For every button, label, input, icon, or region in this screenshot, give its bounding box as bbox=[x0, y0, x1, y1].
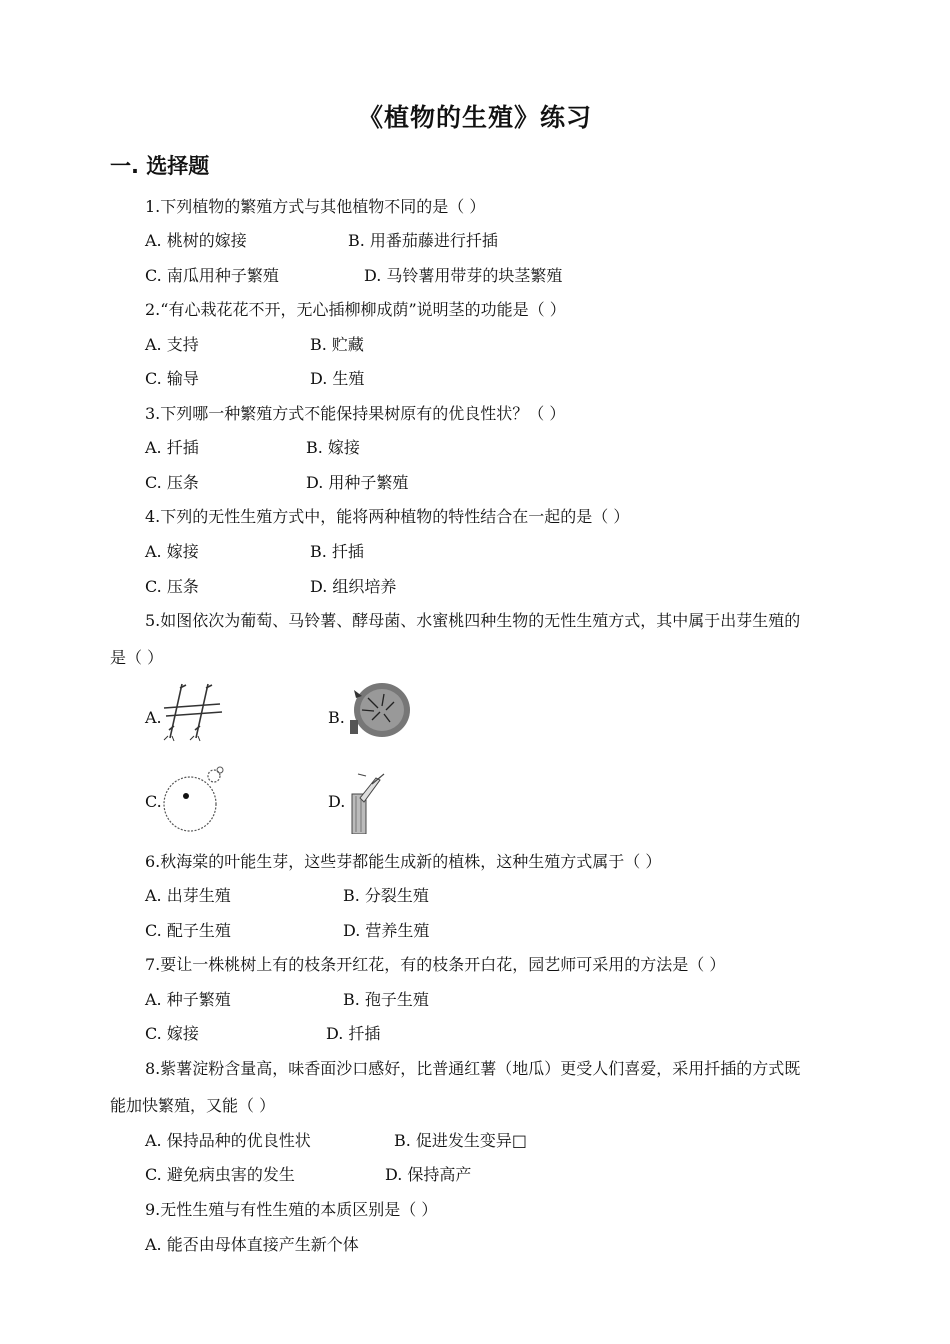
yeast-budding-figure bbox=[160, 766, 230, 834]
question-3-option-b[interactable]: B. 嫁接 bbox=[306, 438, 360, 457]
question-3-option-d[interactable]: D. 用种子繁殖 bbox=[306, 473, 409, 492]
question-8-stem-line-2: 能加快繁殖，又能（ ） bbox=[110, 1096, 276, 1115]
question-2-option-a[interactable]: A. 支持 bbox=[145, 335, 199, 354]
question-7-stem: 7.要让一株桃树上有的枝条开红花，有的枝条开白花，园艺师可采用的方法是（ ） bbox=[145, 955, 726, 974]
question-5-option-d[interactable]: D. bbox=[328, 792, 346, 811]
question-8-stem-line-1: 8.紫薯淀粉含量高，味香面沙口感好，比普通红薯（地瓜）更受人们喜爱，采用扦插的方式既 bbox=[145, 1059, 801, 1078]
question-5-stem-line-2: 是（ ） bbox=[110, 648, 164, 667]
question-5-stem-line-1: 5.如图依次为葡萄、马铃薯、酵母菌、水蜜桃四种生物的无性生殖方式，其中属于出芽生殖的 bbox=[145, 611, 801, 630]
question-3-option-c[interactable]: C. 压条 bbox=[145, 473, 199, 492]
question-1-option-c[interactable]: C. 南瓜用种子繁殖 bbox=[145, 266, 279, 285]
question-7-option-a[interactable]: A. 种子繁殖 bbox=[145, 990, 231, 1009]
question-2-option-c[interactable]: C. 输导 bbox=[145, 369, 199, 388]
question-4-option-b[interactable]: B. 扦插 bbox=[310, 542, 364, 561]
question-6-stem: 6.秋海棠的叶能生芽，这些芽都能生成新的植株，这种生殖方式属于（ ） bbox=[145, 852, 662, 871]
question-4-option-a[interactable]: A. 嫁接 bbox=[145, 542, 199, 561]
question-4-stem: 4.下列的无性生殖方式中，能将两种植物的特性结合在一起的是（ ） bbox=[145, 507, 630, 526]
question-9-stem: 9.无性生殖与有性生殖的本质区别是（ ） bbox=[145, 1200, 438, 1219]
question-8-option-a[interactable]: A. 保持品种的优良性状 bbox=[145, 1131, 311, 1150]
question-1-option-a[interactable]: A. 桃树的嫁接 bbox=[145, 231, 247, 250]
question-8-option-d[interactable]: D. 保持高产 bbox=[385, 1165, 472, 1184]
question-4-option-c[interactable]: C. 压条 bbox=[145, 577, 199, 596]
question-1-option-d[interactable]: D. 马铃薯用带芽的块茎繁殖 bbox=[364, 266, 563, 285]
question-5-option-b[interactable]: B. bbox=[328, 708, 345, 727]
page-title: 《植物的生殖》练习 bbox=[357, 103, 592, 132]
peach-grafting-figure bbox=[346, 772, 388, 834]
question-8-option-b[interactable]: B. 促进发生变异□ bbox=[394, 1131, 528, 1150]
potato-tuber-figure bbox=[348, 680, 412, 740]
question-2-stem: 2.“有心栽花花不开，无心插柳柳成荫”说明茎的功能是（ ） bbox=[145, 300, 566, 319]
question-7-option-d[interactable]: D. 扦插 bbox=[326, 1024, 381, 1043]
question-1-stem: 1.下列植物的繁殖方式与其他植物不同的是（ ） bbox=[145, 197, 486, 216]
question-8-option-c[interactable]: C. 避免病虫害的发生 bbox=[145, 1165, 295, 1184]
question-3-option-a[interactable]: A. 扦插 bbox=[145, 438, 199, 457]
section-heading: 一. 选择题 bbox=[110, 154, 210, 178]
question-2-option-b[interactable]: B. 贮藏 bbox=[310, 335, 364, 354]
question-5-option-c[interactable]: C. bbox=[145, 792, 162, 811]
question-6-option-d[interactable]: D. 营养生殖 bbox=[343, 921, 430, 940]
question-6-option-a[interactable]: A. 出芽生殖 bbox=[145, 886, 231, 905]
grape-cutting-figure bbox=[160, 680, 232, 742]
question-6-option-b[interactable]: B. 分裂生殖 bbox=[343, 886, 429, 905]
question-5-option-a[interactable]: A. bbox=[145, 708, 162, 727]
question-3-stem: 3.下列哪一种繁殖方式不能保持果树原有的优良性状？（ ） bbox=[145, 404, 566, 423]
question-7-option-c[interactable]: C. 嫁接 bbox=[145, 1024, 199, 1043]
question-4-option-d[interactable]: D. 组织培养 bbox=[310, 577, 397, 596]
question-7-option-b[interactable]: B. 孢子生殖 bbox=[343, 990, 429, 1009]
question-9-option-a[interactable]: A. 能否由母体直接产生新个体 bbox=[145, 1235, 359, 1254]
question-6-option-c[interactable]: C. 配子生殖 bbox=[145, 921, 231, 940]
question-2-option-d[interactable]: D. 生殖 bbox=[310, 369, 365, 388]
question-1-option-b[interactable]: B. 用番茄藤进行扦插 bbox=[348, 231, 498, 250]
